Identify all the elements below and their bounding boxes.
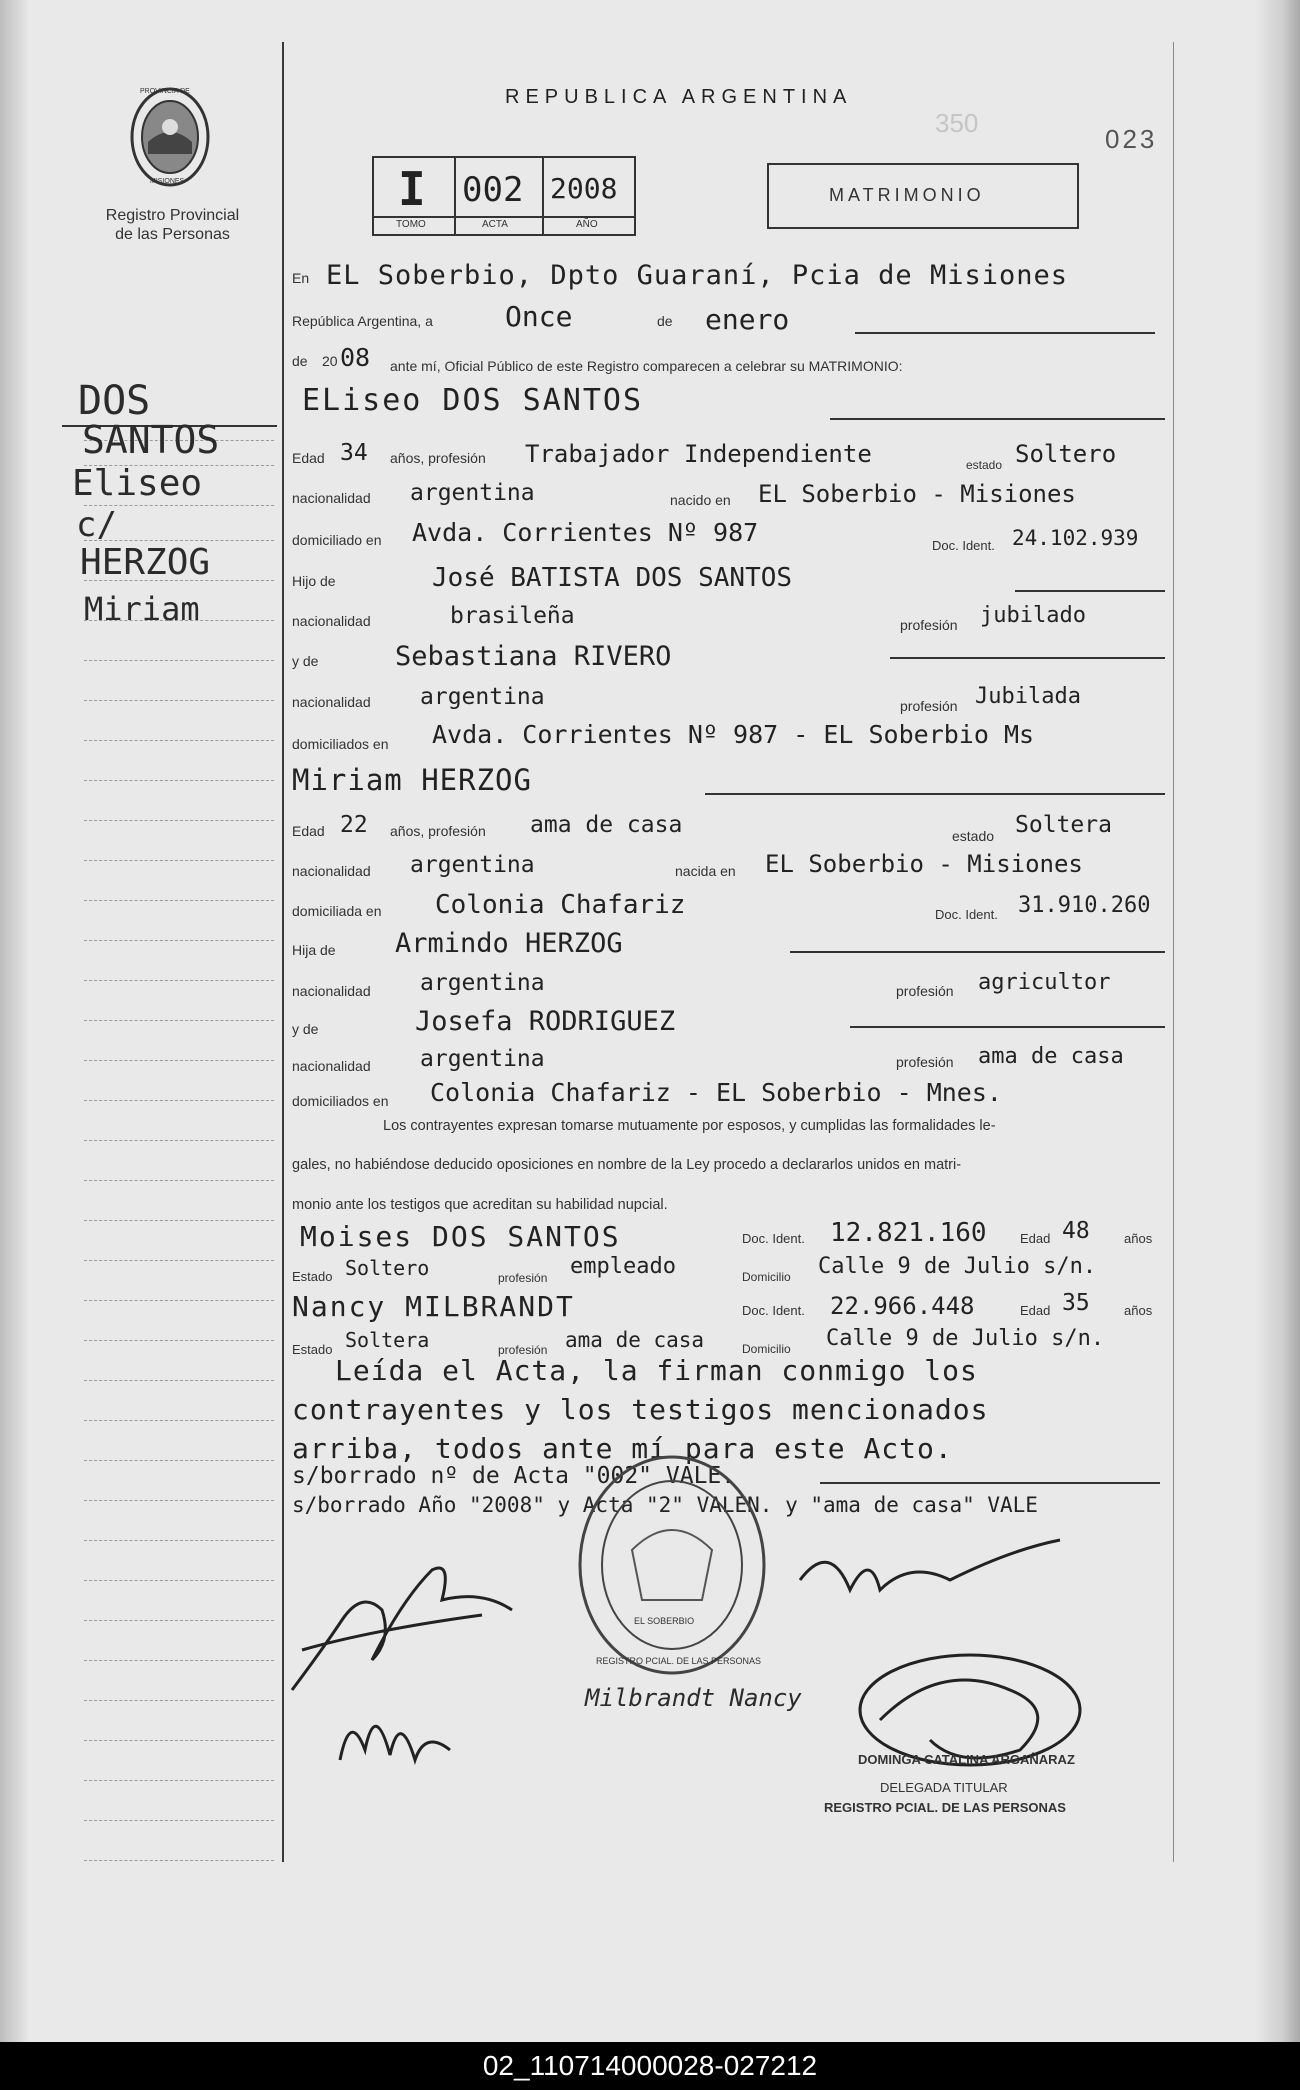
groom-father-profession: jubilado bbox=[980, 603, 1086, 628]
margin-note-line1: DOS bbox=[78, 378, 151, 424]
witness1-dom-label: Domicilio bbox=[742, 1270, 791, 1284]
republic-label: República Argentina, a bbox=[292, 313, 433, 329]
emblem-bottom-text: MISIONES bbox=[150, 178, 185, 185]
witness1-doc: 12.821.160 bbox=[830, 1218, 987, 1248]
bride-mother-profession: ama de casa bbox=[978, 1044, 1124, 1069]
act-number-box bbox=[372, 156, 636, 236]
groom-mother: Sebastiana RIVERO bbox=[395, 641, 672, 672]
act-type: MATRIMONIO bbox=[829, 185, 985, 205]
bride-status: Soltera bbox=[1015, 812, 1112, 838]
witness2-edad-label: Edad bbox=[1020, 1303, 1051, 1318]
bride-father: Armindo HERZOG bbox=[395, 928, 623, 959]
year-prefix: 20 bbox=[322, 353, 338, 369]
groom-yde-label: y de bbox=[292, 653, 319, 669]
groom-doc-label: Doc. Ident. bbox=[932, 538, 995, 553]
witness2-profession: ama de casa bbox=[565, 1328, 705, 1352]
registry-name bbox=[90, 206, 255, 244]
formal-text-line1: Los contrayentes expresan tomarse mutuamente por esposos, y cumplidas las formalidades le- bbox=[383, 1118, 996, 1134]
right-rule bbox=[1173, 42, 1174, 1862]
bride-dom-label: domiciliada en bbox=[292, 903, 382, 919]
act-type-box bbox=[767, 163, 1079, 229]
province-emblem bbox=[120, 82, 220, 192]
country-title: REPUBLICA ARGENTINA bbox=[505, 86, 853, 108]
bride-age: 22 bbox=[340, 812, 368, 838]
groom-nationality: argentina bbox=[410, 480, 535, 506]
bride-mother-nat-label: nacionalidad bbox=[292, 1058, 371, 1074]
de-20-label: de bbox=[292, 353, 308, 369]
bride-parents-addr-label: domiciliados en bbox=[292, 1093, 389, 1109]
witness2-name: Nancy MILBRANDT bbox=[292, 1290, 575, 1323]
groom-nat-label: nacionalidad bbox=[292, 490, 371, 506]
place: EL Soberbio, Dpto Guaraní, Pcia de Misiones bbox=[326, 260, 1068, 291]
witness1-anos-label: años bbox=[1124, 1231, 1153, 1246]
groom-father-nat-label: nacionalidad bbox=[292, 613, 371, 629]
bride-father-nat-label: nacionalidad bbox=[292, 983, 371, 999]
official-stamp-line1: DOMINGA CATALINA ARGAÑARAZ bbox=[858, 1752, 1075, 1767]
seal-inner-text: EL SOBERBIO bbox=[634, 1616, 695, 1626]
witness2-status: Soltera bbox=[345, 1328, 430, 1352]
margin-note-line5: HERZOG bbox=[80, 542, 211, 583]
groom-father-nationality: brasileña bbox=[450, 603, 575, 629]
bride-profession: ama de casa bbox=[530, 812, 683, 838]
formal-text-line2: gales, no habiéndose deducido oposiciones en nombre de la Ley procedo a declararlos unidos en matri- bbox=[292, 1157, 962, 1173]
anio-label: AÑO bbox=[576, 219, 598, 230]
official-stamp-line3: REGISTRO PCIAL. DE LAS PERSONAS bbox=[824, 1800, 1066, 1815]
witness1-edad-label: Edad bbox=[1020, 1231, 1051, 1246]
bride-nationality: argentina bbox=[410, 852, 535, 878]
signature-bride bbox=[790, 1520, 1070, 1620]
groom-mother-nationality: argentina bbox=[420, 684, 545, 710]
witness1-address: Calle 9 de Julio s/n. bbox=[818, 1254, 1097, 1279]
groom-mother-profession: Jubilada bbox=[975, 684, 1081, 709]
acta-label: ACTA bbox=[482, 219, 508, 230]
month: enero bbox=[705, 303, 790, 336]
bride-yde-label: y de bbox=[292, 1021, 319, 1037]
bride-nacida-label: nacida en bbox=[675, 863, 736, 879]
bride-address: Colonia Chafariz bbox=[435, 890, 686, 920]
witness1-age: 48 bbox=[1062, 1218, 1090, 1244]
groom-father: José BATISTA DOS SANTOS bbox=[432, 563, 793, 593]
page-shadow-left bbox=[0, 0, 30, 2042]
bride-parents-address: Colonia Chafariz - EL Soberbio - Mnes. bbox=[430, 1078, 1002, 1107]
signature-groom bbox=[282, 1530, 522, 1700]
groom-parents-addr-label: domiciliados en bbox=[292, 736, 389, 752]
margin-note-line2: SANTOS bbox=[82, 418, 220, 462]
witness2-estado-label: Estado bbox=[292, 1342, 333, 1357]
acta-value: 002 bbox=[462, 170, 524, 210]
tomo-label: TOMO bbox=[396, 219, 426, 230]
bride-doc-label: Doc. Ident. bbox=[935, 907, 998, 922]
bride-birthplace: EL Soberbio - Misiones bbox=[765, 850, 1083, 878]
witness2-dom-label: Domicilio bbox=[742, 1342, 791, 1356]
closing-line2: contrayentes y los testigos mencionados bbox=[292, 1393, 989, 1426]
groom-anos-label: años, profesión bbox=[390, 450, 486, 466]
witness1-profession: empleado bbox=[570, 1254, 676, 1279]
signature-text: Milbrandt Nancy bbox=[585, 1684, 802, 1712]
bride-mother-prof-label: profesión bbox=[896, 1054, 954, 1070]
bride-father-prof-label: profesión bbox=[896, 983, 954, 999]
groom-father-prof-label: profesión bbox=[900, 617, 958, 633]
formal-text-line3: monio ante los testigos que acreditan su habilidad nupcial. bbox=[292, 1197, 668, 1213]
bride-anos-label: años, profesión bbox=[390, 823, 486, 839]
groom-address: Avda. Corrientes Nº 987 bbox=[412, 518, 759, 547]
groom-edad-label: Edad bbox=[292, 450, 325, 466]
groom-parents-address: Avda. Corrientes Nº 987 - EL Soberbio Ms bbox=[432, 720, 1035, 749]
bride-estado-label: estado bbox=[952, 828, 995, 844]
witness2-prof-label: profesión bbox=[498, 1343, 548, 1357]
groom-mother-nat-label: nacionalidad bbox=[292, 694, 371, 710]
closing-line3: arriba, todos ante mí para este Acto. bbox=[292, 1432, 953, 1465]
emblem-top-text: PROVINCIA DE bbox=[140, 88, 190, 95]
closing-line4: s/borrado nº de Acta "002" VALE. bbox=[292, 1463, 736, 1489]
en-label: En bbox=[292, 270, 310, 286]
groom-profession: Trabajador Independiente bbox=[525, 440, 872, 468]
groom-birthplace: EL Soberbio - Misiones bbox=[758, 480, 1076, 508]
bride-father-nationality: argentina bbox=[420, 970, 545, 996]
margin-note-line3: Eliseo bbox=[72, 463, 203, 504]
witness2-anos-label: años bbox=[1124, 1303, 1153, 1318]
tomo-value: I bbox=[398, 162, 426, 216]
bride-mother: Josefa RODRIGUEZ bbox=[415, 1006, 676, 1037]
witness1-prof-label: profesión bbox=[498, 1271, 548, 1285]
groom-estado-label: estado bbox=[966, 458, 1003, 472]
footer-id: 02_110714000028-027212 bbox=[0, 2042, 1300, 2090]
officer-text: ante mí, Oficial Público de este Registro comparecen a celebrar su MATRIMONIO: bbox=[390, 358, 903, 374]
groom-mother-prof-label: profesión bbox=[900, 698, 958, 714]
groom-dom-label: domiciliado en bbox=[292, 532, 382, 548]
bride-name: Miriam HERZOG bbox=[292, 763, 532, 797]
year-suffix: 08 bbox=[340, 343, 371, 372]
signature-witness1 bbox=[330, 1680, 470, 1780]
witness2-doc: 22.966.448 bbox=[830, 1292, 975, 1320]
groom-name: ELiseo DOS SANTOS bbox=[302, 383, 644, 418]
faint-stamp: 350 bbox=[935, 108, 979, 138]
bride-father-profession: agricultor bbox=[978, 970, 1111, 995]
groom-nacido-label: nacido en bbox=[670, 492, 731, 508]
groom-status: Soltero bbox=[1015, 440, 1117, 468]
margin-note-line4: c/ bbox=[76, 505, 117, 545]
witness2-doc-label: Doc. Ident. bbox=[742, 1303, 805, 1318]
bride-doc: 31.910.260 bbox=[1018, 893, 1151, 918]
groom-age: 34 bbox=[340, 440, 368, 466]
page-shadow-right bbox=[1255, 0, 1300, 2042]
registry-name-line1: Registro Provincial bbox=[105, 207, 240, 224]
groom-doc: 24.102.939 bbox=[1012, 526, 1139, 550]
witness2-address: Calle 9 de Julio s/n. bbox=[826, 1326, 1105, 1351]
closing-line1: Leída el Acta, la firman conmigo los bbox=[335, 1354, 978, 1387]
de-label: de bbox=[657, 313, 673, 329]
bride-hija-label: Hija de bbox=[292, 942, 336, 958]
official-stamp-line2: DELEGADA TITULAR bbox=[880, 1780, 1008, 1795]
folio-number: 023 bbox=[1105, 124, 1158, 154]
registry-name-line2: de las Personas bbox=[115, 226, 230, 243]
margin-note-line6: Miriam bbox=[84, 590, 200, 628]
witness1-name: Moises DOS SANTOS bbox=[300, 1220, 621, 1253]
bride-edad-label: Edad bbox=[292, 823, 325, 839]
witness2-age: 35 bbox=[1062, 1290, 1090, 1316]
registry-seal bbox=[572, 1450, 772, 1680]
day: Once bbox=[505, 300, 573, 333]
closing-line5: s/borrado Año "2008" y Acta "2" VALEN. y "ama de casa" VALE bbox=[292, 1493, 1038, 1517]
seal-outer-text: REGISTRO PCIAL. DE LAS PERSONAS bbox=[596, 1656, 762, 1666]
bride-mother-nationality: argentina bbox=[420, 1046, 545, 1072]
bride-nat-label: nacionalidad bbox=[292, 863, 371, 879]
witness1-doc-label: Doc. Ident. bbox=[742, 1231, 805, 1246]
witness1-status: Soltero bbox=[345, 1256, 430, 1280]
anio-value: 2008 bbox=[550, 172, 618, 205]
witness1-estado-label: Estado bbox=[292, 1269, 333, 1284]
groom-hijo-label: Hijo de bbox=[292, 573, 336, 589]
